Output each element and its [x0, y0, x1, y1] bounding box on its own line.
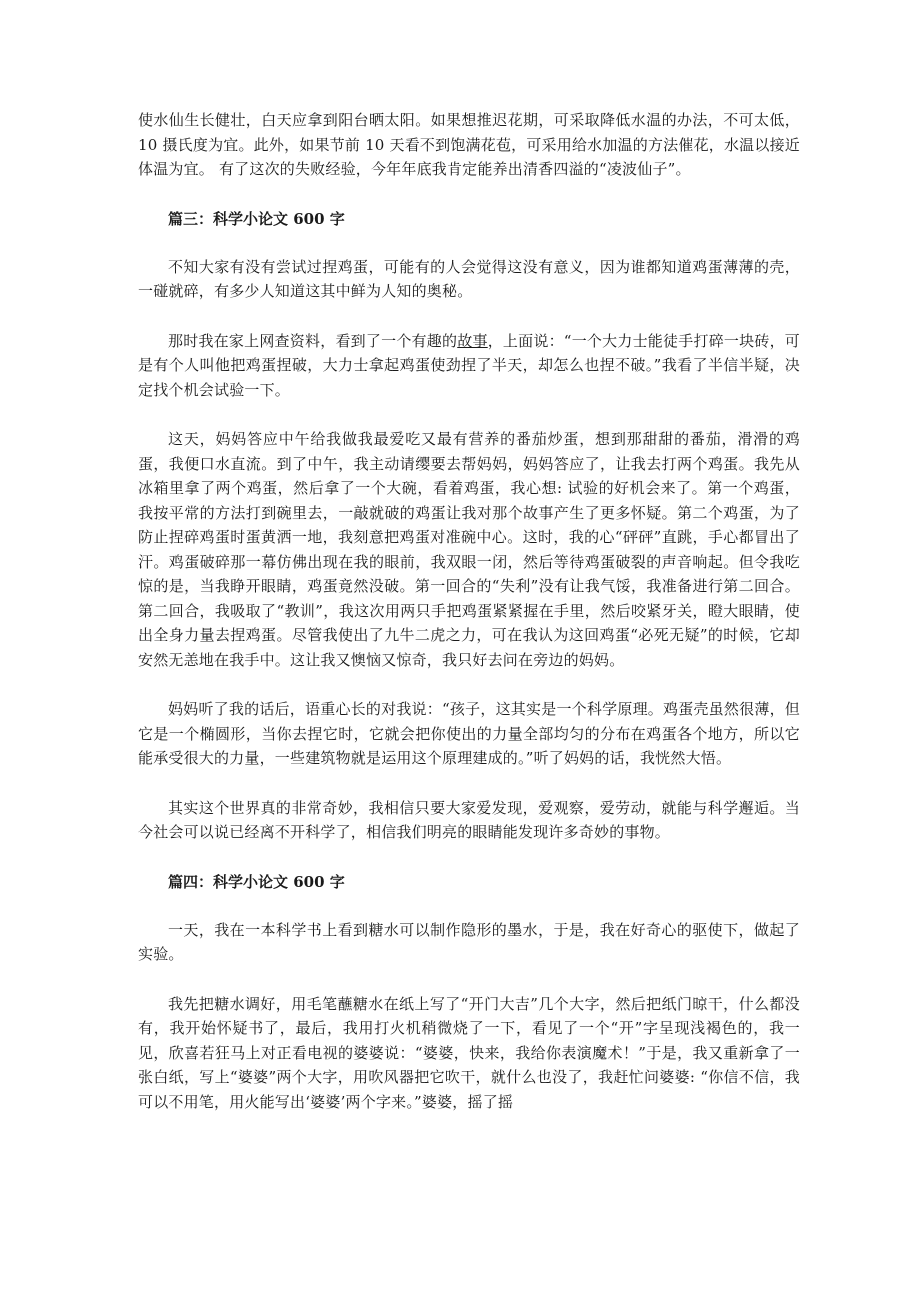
paragraph-mom-explanation: 妈妈听了我的话后，语重心长的对我说：“孩子，这其实是一个科学原理。鸡蛋壳虽然很薄，但它是一个椭圆形，当你去捏它时，它就会把你使出的力量全部均匀的分布在鸡蛋各个地方，所以它能承受很大的力量，一些建筑物就是运用这个原理建成的。”听了妈妈的话，我恍然大悟。 — [138, 700, 800, 767]
story-text-after: ，上面说：“一个大力士能徒手打碎一块砖，可是有个人叫他把鸡蛋捏破，大力士拿起鸡蛋使劲捏了半天，却怎么也捏不破。”我看了半信半疑，决定找个机会试验一下。 — [138, 331, 801, 399]
story-text-before: 那时我在家上网查资料，看到了一个有趣的 — [168, 331, 458, 350]
paragraph-egg-story — [138, 329, 800, 403]
paragraph-narcissus-care: 使水仙生长健壮，白天应拿到阳台晒太阳。如果想推迟花期，可采取降低水温的办法，不可太低，10 摄氏度为宜。此外，如果节前 10 天看不到饱满花苞，可采用给水加温的方法催花，水温以接近体温为宜。 有了这次的失败经验，今年年底我肯定能养出清香四溢的“凌波仙子”。 — [138, 111, 800, 178]
story-link[interactable]: 故事 — [457, 331, 488, 350]
paragraph-sugar-experiment: 我先把糖水调好，用毛笔蘸糖水在纸上写了“开门大吉”几个大字，然后把纸门晾干，什么都没有，我开始怀疑书了，最后，我用打火机稍微烧了一下，看见了一个“开”字呈现浅褐色的，我一见，欣喜若狂马上对正看电视的婆婆说：“婆婆，快来，我给你表演魔术！”于是，我又重新拿了一张白纸，写上“婆婆”两个大字，用吹风器把它吹干，就什么也没了，我赶忙问婆婆: “你信不信，我可以不用笔，用火能写出‘婆婆’两个字来。”婆婆，摇了摇 — [138, 994, 800, 1111]
paragraph-egg-experiment: 这天，妈妈答应中午给我做我最爱吃又最有营养的番茄炒蛋，想到那甜甜的番茄，滑滑的鸡蛋，我便口水直流。到了中午，我主动请缨要去帮妈妈，妈妈答应了，让我去打两个鸡蛋。我先从冰箱里拿了两个鸡蛋，然后拿了一个大碗，看着鸡蛋，我心想: 试验的好机会来了。第一个鸡蛋，我按平常的方法打到碗里去，一敲就破的鸡蛋让我对那个故事产生了更多怀疑。第二个鸡蛋，为了防止捏碎鸡蛋时蛋黄洒一地，我刻意把鸡蛋对准碗中心。这时，我的心“砰砰”直跳，手心都冒出了汗。鸡蛋破碎那一幕仿佛出现在我的眼前，我双眼一闭，然后等待鸡蛋破裂的声音响起。但令我吃惊的是，当我睁开眼睛，鸡蛋竟然没破。第一回合的“失利”没有让我气馁，我准备进行第二回合。第二回合，我吸取了“教训”，我这次用两只手把鸡蛋紧紧握在手里，然后咬紧牙关，瞪大眼睛，使出全身力量去捏鸡蛋。尽管我使出了九牛二虎之力，可在我认为这回鸡蛋“必死无疑”的时候，它却安然无恙地在我手中。这让我又懊恼又惊奇，我只好去问在旁边的妈妈。 — [138, 430, 800, 669]
paragraph-sugar-intro: 一天，我在一本科学书上看到糖水可以制作隐形的墨水，于是，我在好奇心的驱使下，做起了实验。 — [138, 920, 800, 963]
document-page — [138, 108, 800, 1139]
paragraph-conclusion: 其实这个世界真的非常奇妙，我相信只要大家爱发现，爱观察，爱劳动，就能与科学邂逅。当今社会可以说已经离不开科学了，相信我们明亮的眼睛能发现许多奇妙的事物。 — [138, 798, 800, 841]
paragraph-egg-intro: 不知大家有没有尝试过捏鸡蛋，可能有的人会觉得这没有意义，因为谁都知道鸡蛋薄薄的壳，一碰就碎，有多少人知道这其中鲜为人知的奥秘。 — [138, 257, 800, 300]
section-heading-4: 篇四：科学小论文 600 字 — [168, 872, 345, 891]
section-heading-3: 篇三：科学小论文 600 字 — [168, 209, 345, 228]
